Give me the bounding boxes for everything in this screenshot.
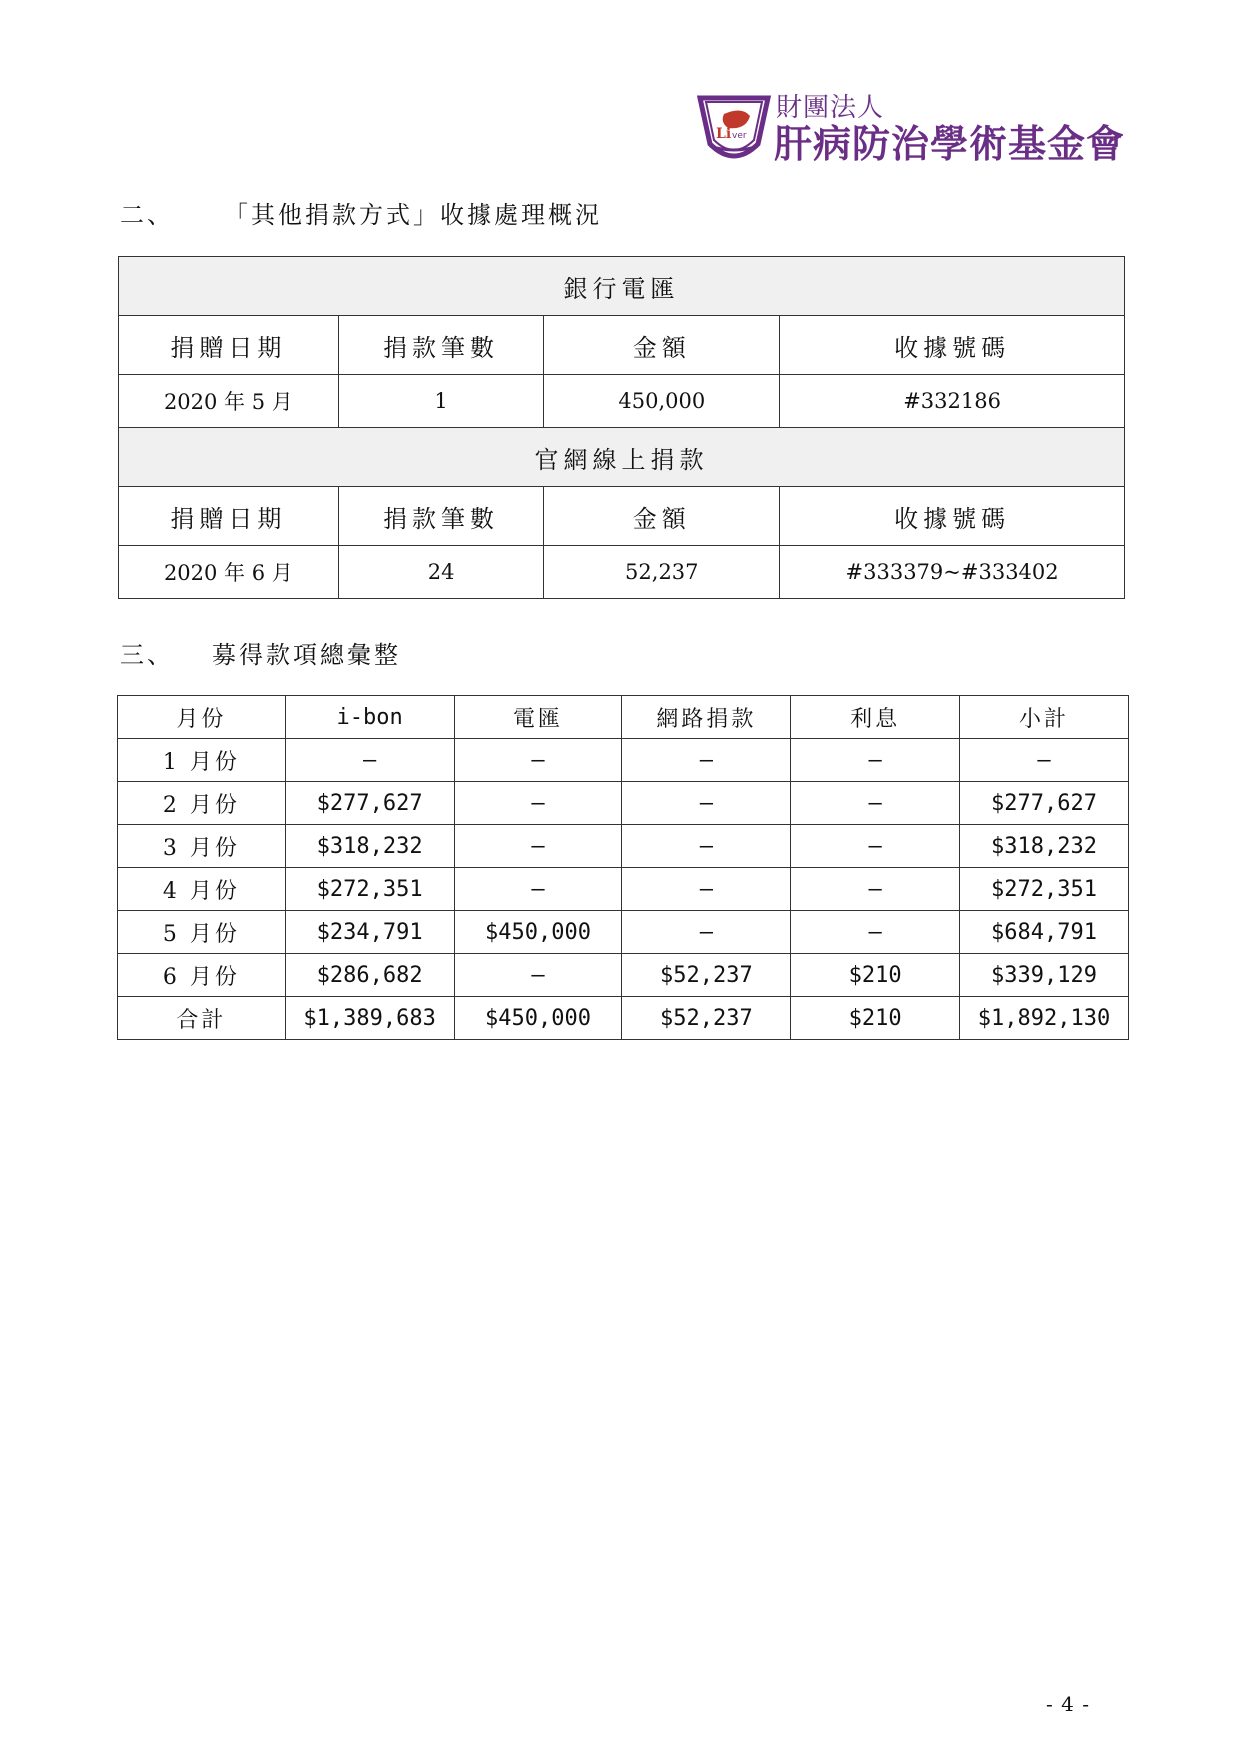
table-cell: — xyxy=(791,782,960,825)
table-title-row xyxy=(119,428,1125,487)
table-cell: — xyxy=(791,911,960,954)
table-cell: — xyxy=(791,825,960,868)
table-row xyxy=(118,825,1129,868)
column-header: 捐贈日期 xyxy=(119,487,339,546)
bank-transfer-title: 銀行電匯 xyxy=(119,257,1125,316)
table-title-row xyxy=(119,257,1125,316)
table-cell: $272,351 xyxy=(960,868,1129,911)
table-row xyxy=(119,375,1125,428)
table-cell: $277,627 xyxy=(285,782,454,825)
svg-text:Li: Li xyxy=(716,126,732,142)
table-cell: — xyxy=(454,954,622,997)
table-cell: $234,791 xyxy=(285,911,454,954)
table-cell: $1,892,130 xyxy=(960,997,1129,1040)
column-header: 捐款筆數 xyxy=(338,487,544,546)
table-cell: — xyxy=(791,739,960,782)
table-cell: $318,232 xyxy=(960,825,1129,868)
table-cell: $450,000 xyxy=(454,997,622,1040)
table-row xyxy=(118,782,1129,825)
table-cell: 2020 年 5 月 xyxy=(119,375,339,428)
table-cell: 6 月份 xyxy=(118,954,286,997)
table-cell: — xyxy=(454,739,622,782)
column-header: 小計 xyxy=(960,696,1129,739)
section-3-number: 三、 xyxy=(120,641,174,669)
table-cell: #332186 xyxy=(780,375,1125,428)
table-cell: 1 xyxy=(338,375,544,428)
table-cell: $286,682 xyxy=(285,954,454,997)
column-header: 月份 xyxy=(118,696,286,739)
table-cell: — xyxy=(960,739,1129,782)
table-cell: — xyxy=(622,782,791,825)
table-cell: $52,237 xyxy=(622,997,791,1040)
table-cell: — xyxy=(791,868,960,911)
donation-summary-table xyxy=(117,695,1129,1040)
table-header-row xyxy=(119,487,1125,546)
table-cell: $684,791 xyxy=(960,911,1129,954)
table-cell: 合計 xyxy=(118,997,286,1040)
table-cell: $318,232 xyxy=(285,825,454,868)
table-cell: $210 xyxy=(791,997,960,1040)
table-row xyxy=(118,997,1129,1040)
section-2-title: 「其他捐款方式」收據處理概況 xyxy=(224,201,602,229)
table-cell: $1,389,683 xyxy=(285,997,454,1040)
table-cell: 5 月份 xyxy=(118,911,286,954)
other-donation-table xyxy=(118,256,1125,599)
column-header: 收據號碼 xyxy=(780,316,1125,375)
table-cell: $210 xyxy=(791,954,960,997)
table-cell: 450,000 xyxy=(544,375,780,428)
column-header: 網路捐款 xyxy=(622,696,791,739)
table-row xyxy=(118,911,1129,954)
table-cell: 52,237 xyxy=(544,546,780,599)
column-header: 利息 xyxy=(791,696,960,739)
table-cell: $339,129 xyxy=(960,954,1129,997)
logo-big-text: 肝病防治學術基金會 xyxy=(774,121,1126,166)
column-header: 電匯 xyxy=(454,696,622,739)
foundation-logo xyxy=(694,92,1124,168)
liver-foundation-emblem-icon xyxy=(694,92,774,168)
column-header: i-bon xyxy=(285,696,454,739)
table-header-row xyxy=(118,696,1129,739)
table-row xyxy=(118,739,1129,782)
table-cell: $52,237 xyxy=(622,954,791,997)
table-cell: — xyxy=(622,739,791,782)
table-cell: — xyxy=(622,911,791,954)
table-cell: 1 月份 xyxy=(118,739,286,782)
table-cell: — xyxy=(454,825,622,868)
table-cell: 24 xyxy=(338,546,544,599)
table-cell: — xyxy=(622,825,791,868)
column-header: 金額 xyxy=(544,487,780,546)
svg-text:ver: ver xyxy=(732,131,747,141)
table-cell: — xyxy=(454,868,622,911)
table-row xyxy=(118,868,1129,911)
section-3-title: 募得款項總彙整 xyxy=(212,641,401,669)
table-cell: 2 月份 xyxy=(118,782,286,825)
table-cell: 3 月份 xyxy=(118,825,286,868)
table-cell: 2020 年 6 月 xyxy=(119,546,339,599)
table-cell: — xyxy=(285,739,454,782)
table-cell: $277,627 xyxy=(960,782,1129,825)
table-cell: #333379~#333402 xyxy=(780,546,1125,599)
section-2-number: 二、 xyxy=(120,201,174,229)
column-header: 收據號碼 xyxy=(780,487,1125,546)
table-cell: — xyxy=(622,868,791,911)
table-cell: $450,000 xyxy=(454,911,622,954)
page-number: - 4 - xyxy=(1046,1692,1090,1716)
table-row xyxy=(119,546,1125,599)
column-header: 捐款筆數 xyxy=(338,316,544,375)
section-3-heading xyxy=(120,640,401,670)
column-header: 金額 xyxy=(544,316,780,375)
table-cell: $272,351 xyxy=(285,868,454,911)
table-cell: 4 月份 xyxy=(118,868,286,911)
online-donation-title: 官網線上捐款 xyxy=(119,428,1125,487)
table-row xyxy=(118,954,1129,997)
table-cell: — xyxy=(454,782,622,825)
section-2-heading xyxy=(120,200,602,230)
column-header: 捐贈日期 xyxy=(119,316,339,375)
table-header-row xyxy=(119,316,1125,375)
logo-small-text: 財團法人 xyxy=(776,93,885,123)
